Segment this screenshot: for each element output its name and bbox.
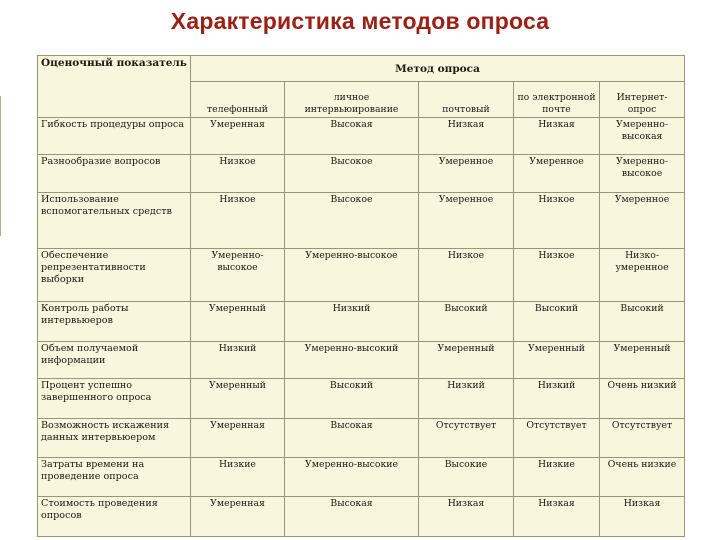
table-cell: Отсутствует [514, 419, 600, 458]
decorative-line [0, 96, 41, 236]
table-cell: Высокие [419, 458, 514, 497]
table-cell: Умеренный [419, 342, 514, 379]
row-label: Стоимость проведения опросов [38, 497, 191, 537]
row-label: Затраты времени на проведение опроса [38, 458, 191, 497]
row-label: Объем получаемой информации [38, 342, 191, 379]
row-label: Контроль работы интервьюеров [38, 302, 191, 342]
table-row [38, 458, 685, 497]
table-cell: Отсутствует [419, 419, 514, 458]
table-cell: Высокая [285, 497, 419, 537]
table-cell: Умеренно-высокое [285, 249, 419, 302]
table-cell: Низкое [514, 249, 600, 302]
row-label: Использование вспомогательных средств [38, 193, 191, 249]
table-cell: Высокая [285, 118, 419, 155]
table-cell: Низко-умеренное [600, 249, 685, 302]
table-cell: Низкая [514, 118, 600, 155]
table-cell: Низкий [285, 302, 419, 342]
table-cell: Умеренная [191, 118, 285, 155]
header-indicator: Оценочный показатель [38, 56, 191, 118]
table-cell: Низкий [514, 379, 600, 419]
table-cell: Низкие [514, 458, 600, 497]
table-cell: Умеренная [191, 419, 285, 458]
row-label: Процент успешно завершенного опроса [38, 379, 191, 419]
table-row [38, 379, 685, 419]
table-cell: Очень низкий [600, 379, 685, 419]
table-cell: Высокий [600, 302, 685, 342]
table-row [38, 497, 685, 537]
header-method-personal: личное интервьюирование [285, 82, 419, 118]
table-cell: Умеренный [600, 342, 685, 379]
table-row [38, 342, 685, 379]
table-cell: Умеренный [191, 302, 285, 342]
row-label: Разнообразие вопросов [38, 155, 191, 193]
table-cell: Высокий [514, 302, 600, 342]
table-cell: Низкий [419, 379, 514, 419]
table-cell: Отсутствует [600, 419, 685, 458]
table-cell: Высокий [285, 379, 419, 419]
table-cell: Низкая [419, 118, 514, 155]
table-cell: Низкие [191, 458, 285, 497]
table-cell: Низкое [191, 155, 285, 193]
table-cell: Умеренное [419, 193, 514, 249]
table-cell: Умеренно-высокое [600, 155, 685, 193]
table-row [38, 118, 685, 155]
table-cell: Умеренное [514, 155, 600, 193]
table-cell: Низкая [419, 497, 514, 537]
table-cell: Высокий [419, 302, 514, 342]
table-cell: Умеренно-высокое [191, 249, 285, 302]
table-cell: Низкая [600, 497, 685, 537]
row-label: Возможность искажения данных интервьюером [38, 419, 191, 458]
table-cell: Умеренно-высокий [285, 342, 419, 379]
table-cell: Высокое [285, 155, 419, 193]
table-cell: Умеренное [600, 193, 685, 249]
table-cell: Умеренная [191, 497, 285, 537]
table-cell: Умеренно-высокая [600, 118, 685, 155]
table-cell: Высокое [285, 193, 419, 249]
table-cell: Умеренный [191, 379, 285, 419]
table-cell: Умеренный [514, 342, 600, 379]
comparison-table [37, 55, 685, 537]
table-row [38, 155, 685, 193]
table-row [38, 249, 685, 302]
table-cell: Высокая [285, 419, 419, 458]
header-method: Метод опроса [191, 56, 685, 82]
table-cell: Умеренное [419, 155, 514, 193]
header-method-phone: телефонный [191, 82, 285, 118]
header-method-email: по электронной почте [514, 82, 600, 118]
table-cell: Низкое [514, 193, 600, 249]
table-cell: Низкий [191, 342, 285, 379]
header-method-internet: Интернет-опрос [600, 82, 685, 118]
header-method-mail: почтовый [419, 82, 514, 118]
row-label: Гибкость процедуры опроса [38, 118, 191, 155]
table-cell: Низкое [191, 193, 285, 249]
table-cell: Низкая [514, 497, 600, 537]
table-cell: Умеренно-высокие [285, 458, 419, 497]
table-row [38, 302, 685, 342]
table-row [38, 193, 685, 249]
row-label: Обеспечение репрезентативности выборки [38, 249, 191, 302]
table-row [38, 419, 685, 458]
table-cell: Очень низкие [600, 458, 685, 497]
page-title: Характеристика методов опроса [170, 8, 550, 34]
table-cell: Низкое [419, 249, 514, 302]
